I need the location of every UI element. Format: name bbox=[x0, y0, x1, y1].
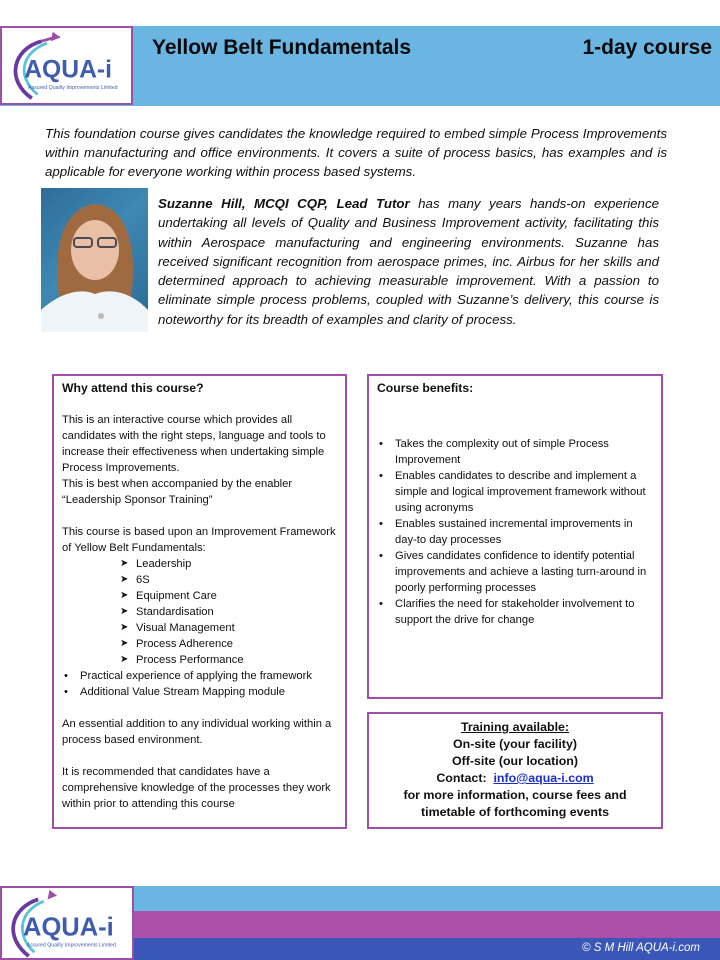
intro-paragraph: This foundation course gives candidates the knowledge required to embed simple Process Improvements within manufacturing and office environments. It covers a suite of process basics, has examples and is applicable for everyone working within process based systems. bbox=[45, 126, 667, 179]
page-title: Yellow Belt Fundamentals bbox=[152, 36, 412, 59]
framework-item: ➤ Process Performance bbox=[120, 652, 337, 668]
tutor-bio-text: has many years hands-on experience undertaking all levels of Quality and Business Improvement activity, facilitating this within Aerospace manufacturing and engineering environments. Suzanne has received significant recognition from aerospace primes, inc. Airbus for her skills and determined approach to achieving measurable improvement. With a passion to eliminate simple process problems, coupled with Suzanne’s delivery, this course is noteworthy for its breadth of examples and clarity of process. bbox=[158, 196, 659, 327]
why-attend-para3: An essential addition to any individual working within a process based environment. bbox=[62, 718, 332, 746]
training-offsite: Off-site (our location) bbox=[452, 754, 578, 768]
framework-list bbox=[62, 556, 337, 668]
footer-band-purple bbox=[134, 911, 720, 938]
footer-band-cyan bbox=[134, 886, 720, 911]
tutor-name: Suzanne Hill, MCQI CQP, Lead Tutor bbox=[158, 196, 410, 211]
framework-item: ➤ Leadership bbox=[120, 556, 337, 572]
copyright-text: © S M Hill AQUA-i.com bbox=[582, 942, 700, 954]
tutor-bio bbox=[158, 194, 659, 329]
portrait-icon bbox=[41, 188, 148, 332]
contact-email-link[interactable]: info@aqua-i.com bbox=[493, 771, 594, 785]
training-onsite: On-site (your facility) bbox=[453, 737, 577, 751]
svg-text:Assured Quality Improvements L: Assured Quality Improvements Limited bbox=[26, 942, 116, 949]
training-heading: Training available: bbox=[460, 720, 570, 734]
why-attend-box bbox=[52, 374, 347, 829]
framework-item: ➤ Process Adherence bbox=[120, 636, 337, 652]
why-attend-para1: This is an interactive course which provides all candidates with the right steps, language and tools to increase their effectiveness when undertaking simple Process Improvements. bbox=[62, 414, 326, 474]
training-contact bbox=[377, 770, 653, 787]
training-available-box bbox=[367, 712, 663, 829]
tutor-photo bbox=[41, 188, 148, 332]
contact-label: Contact: bbox=[436, 771, 494, 785]
svg-text:AQUA-i: AQUA-i bbox=[24, 56, 112, 84]
framework-item: ➤ Visual Management bbox=[120, 620, 337, 636]
course-duration: 1-day course bbox=[582, 36, 712, 59]
footer-logo bbox=[0, 886, 134, 960]
framework-item: ➤ Equipment Care bbox=[120, 588, 337, 604]
why-attend-para1b: This is best when accompanied by the enabler “Leadership Sponsor Training” bbox=[62, 478, 293, 506]
why-attend-heading: Why attend this course? bbox=[62, 381, 204, 395]
benefit-item: • Enables candidates to describe and implement a simple and logical improvement framework without using acronyms bbox=[377, 468, 653, 516]
benefit-item: • Clarifies the need for stakeholder involvement to support the drive for change bbox=[377, 596, 653, 628]
extras-list bbox=[62, 668, 337, 700]
benefits-heading: Course benefits: bbox=[377, 381, 474, 395]
extras-item: • Additional Value Stream Mapping module bbox=[62, 684, 337, 700]
framework-item: ➤ Standardisation bbox=[120, 604, 337, 620]
aqua-i-logo-icon bbox=[2, 28, 131, 103]
benefit-item: • Gives candidates confidence to identify potential improvements and achieve a lasting turn-around in poorly performing processes bbox=[377, 548, 653, 596]
why-attend-para4: It is recommended that candidates have a comprehensive knowledge of the processes they work within prior to attending this course bbox=[62, 766, 331, 810]
company-logo bbox=[0, 26, 133, 105]
aqua-i-logo-icon bbox=[2, 888, 132, 958]
svg-text:Assured Quality Improvements L: Assured Quality Improvements Limited bbox=[28, 84, 118, 91]
framework-item: ➤ 6S bbox=[120, 572, 337, 588]
extras-item: • Practical experience of applying the framework bbox=[62, 668, 337, 684]
svg-text:AQUA-i: AQUA-i bbox=[23, 913, 114, 942]
benefit-item: • Takes the complexity out of simple Process Improvement bbox=[377, 436, 653, 468]
benefits-list bbox=[377, 436, 653, 628]
why-attend-para2: This course is based upon an Improvement Framework of Yellow Belt Fundamentals: bbox=[62, 526, 336, 554]
training-more-info: for more information, course fees and timetable of forthcoming events bbox=[403, 788, 627, 819]
course-benefits-box bbox=[367, 374, 663, 699]
benefit-item: • Enables sustained incremental improvements in day-to day processes bbox=[377, 516, 653, 548]
